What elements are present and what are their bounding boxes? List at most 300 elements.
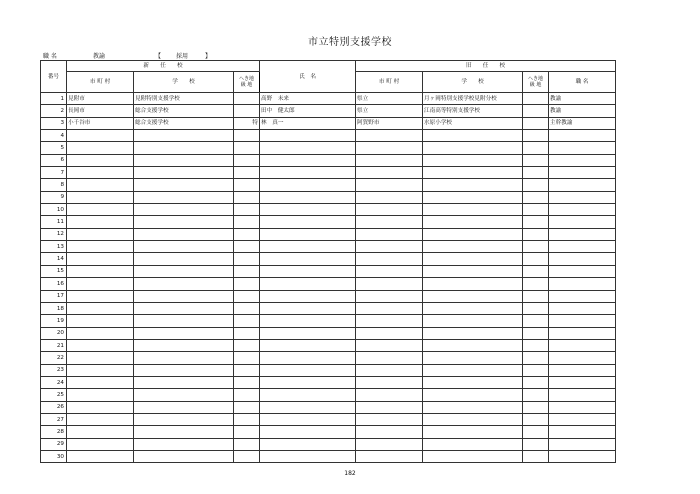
cell-no: 6 <box>41 154 67 166</box>
cell-city <box>67 426 134 438</box>
cell-no: 23 <box>41 364 67 376</box>
cell-old-school: 水原小学校 <box>423 117 523 129</box>
cell-name <box>260 228 356 240</box>
cell-old-city <box>356 339 423 351</box>
cell-old-city <box>356 376 423 388</box>
table-row <box>41 413 616 425</box>
cell-old-school <box>423 241 523 253</box>
assignment-table <box>40 60 616 463</box>
cell-old-city <box>356 450 423 462</box>
header-name: 氏 名 <box>260 61 356 93</box>
cell-city <box>67 401 134 413</box>
cell-school <box>134 426 234 438</box>
cell-remote <box>234 290 260 302</box>
cell-remote <box>234 389 260 401</box>
cell-old-remote <box>523 339 549 351</box>
cell-old-school <box>423 438 523 450</box>
category-value: 採用 <box>176 53 189 60</box>
cell-old-position <box>549 290 616 302</box>
cell-name <box>260 364 356 376</box>
table-row <box>41 216 616 228</box>
cell-no: 18 <box>41 302 67 314</box>
position-value: 教諭 <box>93 53 106 60</box>
cell-remote <box>234 154 260 166</box>
cell-old-remote <box>523 278 549 290</box>
table-row <box>41 315 616 327</box>
cell-name <box>260 216 356 228</box>
table-row <box>41 117 616 129</box>
table-row <box>41 426 616 438</box>
cell-remote <box>234 413 260 425</box>
cell-school <box>134 167 234 179</box>
cell-old-school <box>423 265 523 277</box>
table-row <box>41 154 616 166</box>
cell-remote <box>234 364 260 376</box>
cell-remote <box>234 315 260 327</box>
cell-old-position <box>549 413 616 425</box>
cell-school: 見附特別支援学校 <box>134 93 234 105</box>
table-row <box>41 265 616 277</box>
cell-old-school <box>423 413 523 425</box>
cell-city <box>67 315 134 327</box>
cell-remote <box>234 450 260 462</box>
table-row <box>41 327 616 339</box>
table-row <box>41 130 616 142</box>
cell-city <box>67 191 134 203</box>
cell-remote <box>234 302 260 314</box>
cell-remote <box>234 191 260 203</box>
cell-old-position <box>549 364 616 376</box>
cell-school <box>134 438 234 450</box>
cell-no: 1 <box>41 93 67 105</box>
cell-city <box>67 290 134 302</box>
cell-old-school <box>423 278 523 290</box>
cell-old-remote <box>523 105 549 117</box>
cell-school <box>134 253 234 265</box>
cell-old-remote <box>523 93 549 105</box>
cell-old-city: 阿賀野市 <box>356 117 423 129</box>
cell-old-city <box>356 327 423 339</box>
cell-old-remote <box>523 216 549 228</box>
cell-city <box>67 130 134 142</box>
cell-old-school <box>423 290 523 302</box>
cell-name <box>260 302 356 314</box>
cell-old-position <box>549 253 616 265</box>
cell-old-position <box>549 167 616 179</box>
cell-old-city <box>356 191 423 203</box>
cell-no: 14 <box>41 253 67 265</box>
cell-old-school <box>423 167 523 179</box>
cell-remote: 特 <box>234 117 260 129</box>
cell-old-remote <box>523 154 549 166</box>
cell-school <box>134 339 234 351</box>
cell-old-remote <box>523 191 549 203</box>
cell-old-position <box>549 450 616 462</box>
cell-no: 2 <box>41 105 67 117</box>
cell-old-school <box>423 228 523 240</box>
cell-no: 27 <box>41 413 67 425</box>
cell-old-remote <box>523 401 549 413</box>
table-row <box>41 241 616 253</box>
cell-remote <box>234 401 260 413</box>
cell-school <box>134 352 234 364</box>
table-row <box>41 438 616 450</box>
header-city: 市 町 村 <box>67 72 134 93</box>
header-old-position: 職 名 <box>549 72 616 93</box>
table-row <box>41 364 616 376</box>
header-old-school-group: 旧 任 校 <box>356 61 616 72</box>
cell-remote <box>234 216 260 228</box>
cell-old-position <box>549 228 616 240</box>
cell-name <box>260 167 356 179</box>
cell-old-remote <box>523 413 549 425</box>
cell-old-city <box>356 278 423 290</box>
cell-city <box>67 327 134 339</box>
cell-city <box>67 450 134 462</box>
cell-no: 4 <box>41 130 67 142</box>
header-remote-grade: へき地 級 地 <box>234 72 260 93</box>
cell-name: 林 真一 <box>260 117 356 129</box>
cell-no: 26 <box>41 401 67 413</box>
table-row <box>41 93 616 105</box>
cell-old-school <box>423 302 523 314</box>
cell-city <box>67 265 134 277</box>
cell-old-city <box>356 401 423 413</box>
table-row <box>41 290 616 302</box>
cell-no: 25 <box>41 389 67 401</box>
cell-city <box>67 253 134 265</box>
cell-old-school <box>423 253 523 265</box>
header-old-school: 学 校 <box>423 72 523 93</box>
cell-old-school <box>423 315 523 327</box>
cell-old-city <box>356 130 423 142</box>
cell-name <box>260 426 356 438</box>
cell-old-city <box>356 253 423 265</box>
cell-old-school: 月ヶ岡特別支援学校見附分校 <box>423 93 523 105</box>
table-row <box>41 191 616 203</box>
cell-school <box>134 191 234 203</box>
cell-no: 5 <box>41 142 67 154</box>
cell-name: 田中 健太郎 <box>260 105 356 117</box>
cell-city <box>67 278 134 290</box>
cell-old-remote <box>523 253 549 265</box>
cell-name <box>260 191 356 203</box>
cell-old-position <box>549 376 616 388</box>
cell-city <box>67 438 134 450</box>
cell-name <box>260 389 356 401</box>
cell-old-position <box>549 315 616 327</box>
header-number: 番号 <box>41 61 67 93</box>
page-number: 182 <box>344 470 356 477</box>
cell-old-school <box>423 376 523 388</box>
cell-school <box>134 228 234 240</box>
cell-old-school <box>423 216 523 228</box>
cell-city <box>67 413 134 425</box>
cell-city: 小千谷市 <box>67 117 134 129</box>
cell-remote <box>234 278 260 290</box>
cell-name <box>260 179 356 191</box>
cell-old-remote <box>523 167 549 179</box>
cell-old-position <box>549 241 616 253</box>
cell-old-school <box>423 327 523 339</box>
cell-old-city <box>356 142 423 154</box>
cell-old-position <box>549 401 616 413</box>
table-row <box>41 105 616 117</box>
cell-old-position <box>549 265 616 277</box>
cell-no: 3 <box>41 117 67 129</box>
cell-school <box>134 241 234 253</box>
table-row <box>41 450 616 462</box>
cell-old-remote <box>523 364 549 376</box>
table-row <box>41 253 616 265</box>
cell-no: 12 <box>41 228 67 240</box>
cell-old-school <box>423 204 523 216</box>
cell-remote <box>234 376 260 388</box>
cell-name: 高野 未来 <box>260 93 356 105</box>
cell-old-city <box>356 426 423 438</box>
table-row <box>41 142 616 154</box>
cell-no: 19 <box>41 315 67 327</box>
cell-remote <box>234 167 260 179</box>
cell-old-position <box>549 327 616 339</box>
table-row <box>41 302 616 314</box>
table-row <box>41 228 616 240</box>
cell-old-city <box>356 241 423 253</box>
cell-old-school <box>423 191 523 203</box>
cell-name <box>260 315 356 327</box>
cell-school <box>134 179 234 191</box>
cell-remote <box>234 339 260 351</box>
cell-remote <box>234 130 260 142</box>
cell-old-city <box>356 167 423 179</box>
cell-old-remote <box>523 241 549 253</box>
table-row <box>41 339 616 351</box>
table-row <box>41 376 616 388</box>
cell-old-city <box>356 302 423 314</box>
cell-old-position: 教諭 <box>549 105 616 117</box>
cell-school <box>134 278 234 290</box>
cell-name <box>260 278 356 290</box>
cell-old-remote <box>523 389 549 401</box>
cell-no: 10 <box>41 204 67 216</box>
cell-old-city <box>356 228 423 240</box>
cell-city <box>67 302 134 314</box>
table-row <box>41 179 616 191</box>
cell-old-school <box>423 339 523 351</box>
cell-old-position <box>549 278 616 290</box>
header-old-city: 市 町 村 <box>356 72 423 93</box>
cell-no: 29 <box>41 438 67 450</box>
cell-old-remote <box>523 302 549 314</box>
cell-city <box>67 228 134 240</box>
cell-old-remote <box>523 117 549 129</box>
cell-remote <box>234 179 260 191</box>
cell-name <box>260 376 356 388</box>
table-row <box>41 204 616 216</box>
cell-no: 15 <box>41 265 67 277</box>
cell-city <box>67 364 134 376</box>
cell-old-city <box>356 438 423 450</box>
cell-old-remote <box>523 438 549 450</box>
cell-school <box>134 216 234 228</box>
cell-old-school <box>423 389 523 401</box>
cell-remote <box>234 204 260 216</box>
cell-city <box>67 241 134 253</box>
cell-old-remote <box>523 450 549 462</box>
cell-old-city <box>356 315 423 327</box>
cell-old-position <box>549 339 616 351</box>
cell-remote <box>234 105 260 117</box>
cell-no: 9 <box>41 191 67 203</box>
cell-school <box>134 265 234 277</box>
page-title: 市立特別支援学校 <box>308 37 392 48</box>
position-label: 職 名 <box>43 53 57 60</box>
cell-city: 長岡市 <box>67 105 134 117</box>
cell-old-position <box>549 179 616 191</box>
cell-old-school <box>423 130 523 142</box>
table-row <box>41 389 616 401</box>
cell-old-remote <box>523 142 549 154</box>
cell-school: 総合支援学校 <box>134 105 234 117</box>
cell-no: 21 <box>41 339 67 351</box>
cell-old-position <box>549 302 616 314</box>
cell-old-position <box>549 389 616 401</box>
cell-old-remote <box>523 290 549 302</box>
cell-old-city <box>356 204 423 216</box>
cell-old-school <box>423 401 523 413</box>
cell-old-school <box>423 142 523 154</box>
cell-remote <box>234 438 260 450</box>
cell-old-position <box>549 142 616 154</box>
cell-old-position <box>549 438 616 450</box>
cell-no: 13 <box>41 241 67 253</box>
cell-old-city: 県立 <box>356 93 423 105</box>
cell-city <box>67 389 134 401</box>
cell-city <box>67 167 134 179</box>
cell-remote <box>234 253 260 265</box>
cell-remote <box>234 93 260 105</box>
cell-name <box>260 253 356 265</box>
table-row <box>41 401 616 413</box>
cell-no: 22 <box>41 352 67 364</box>
header-school: 学 校 <box>134 72 234 93</box>
cell-old-position <box>549 216 616 228</box>
bracket-open: 【 <box>155 53 162 60</box>
cell-old-city <box>356 179 423 191</box>
cell-old-remote <box>523 352 549 364</box>
cell-school <box>134 401 234 413</box>
cell-no: 16 <box>41 278 67 290</box>
cell-name <box>260 401 356 413</box>
cell-school <box>134 315 234 327</box>
cell-old-city <box>356 413 423 425</box>
cell-no: 11 <box>41 216 67 228</box>
cell-school <box>134 450 234 462</box>
cell-name <box>260 204 356 216</box>
cell-no: 8 <box>41 179 67 191</box>
cell-school <box>134 154 234 166</box>
cell-old-school <box>423 154 523 166</box>
cell-remote <box>234 241 260 253</box>
cell-name <box>260 450 356 462</box>
cell-old-city <box>356 364 423 376</box>
cell-old-school: 江南高等特別支援学校 <box>423 105 523 117</box>
cell-school <box>134 389 234 401</box>
table-row <box>41 167 616 179</box>
cell-school <box>134 302 234 314</box>
cell-no: 7 <box>41 167 67 179</box>
cell-old-remote <box>523 204 549 216</box>
cell-old-remote <box>523 327 549 339</box>
cell-old-city <box>356 290 423 302</box>
cell-name <box>260 241 356 253</box>
cell-old-city <box>356 154 423 166</box>
cell-name <box>260 327 356 339</box>
cell-remote <box>234 352 260 364</box>
cell-city <box>67 376 134 388</box>
cell-school <box>134 142 234 154</box>
cell-name <box>260 339 356 351</box>
cell-school <box>134 290 234 302</box>
cell-name <box>260 142 356 154</box>
cell-name <box>260 130 356 142</box>
cell-old-remote <box>523 228 549 240</box>
cell-city <box>67 179 134 191</box>
cell-city <box>67 142 134 154</box>
cell-old-remote <box>523 315 549 327</box>
cell-old-city <box>356 389 423 401</box>
cell-name <box>260 290 356 302</box>
cell-old-position: 主幹教諭 <box>549 117 616 129</box>
cell-name <box>260 438 356 450</box>
cell-no: 20 <box>41 327 67 339</box>
cell-no: 17 <box>41 290 67 302</box>
cell-city <box>67 339 134 351</box>
cell-name <box>260 154 356 166</box>
cell-old-remote <box>523 179 549 191</box>
cell-old-school <box>423 179 523 191</box>
cell-no: 28 <box>41 426 67 438</box>
cell-old-position <box>549 154 616 166</box>
table-row <box>41 352 616 364</box>
cell-name <box>260 265 356 277</box>
cell-remote <box>234 426 260 438</box>
cell-old-position <box>549 204 616 216</box>
cell-old-city <box>356 216 423 228</box>
cell-old-remote <box>523 130 549 142</box>
cell-old-position <box>549 352 616 364</box>
cell-city <box>67 352 134 364</box>
header-old-remote-grade: へき地 級 地 <box>523 72 549 93</box>
cell-city: 見附市 <box>67 93 134 105</box>
bracket-close: 】 <box>205 53 212 60</box>
cell-old-position <box>549 426 616 438</box>
cell-school <box>134 130 234 142</box>
cell-school <box>134 376 234 388</box>
cell-remote <box>234 327 260 339</box>
cell-old-remote <box>523 376 549 388</box>
cell-school: 総合支援学校 <box>134 117 234 129</box>
cell-name <box>260 413 356 425</box>
cell-no: 30 <box>41 450 67 462</box>
cell-old-city: 県立 <box>356 105 423 117</box>
cell-old-school <box>423 426 523 438</box>
cell-old-position <box>549 191 616 203</box>
cell-old-school <box>423 352 523 364</box>
table-row <box>41 278 616 290</box>
cell-city <box>67 154 134 166</box>
cell-school <box>134 413 234 425</box>
